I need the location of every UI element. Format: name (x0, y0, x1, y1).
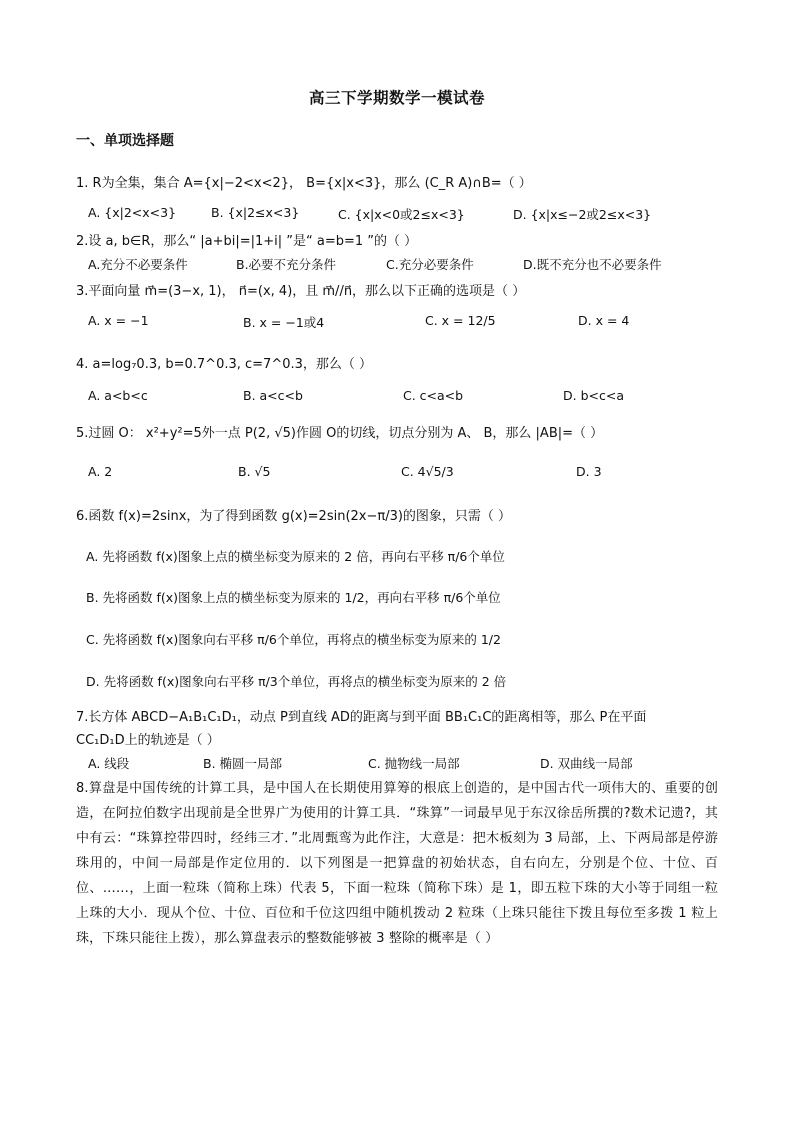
question-6-option-b: B. 先将函数 f(x)图象上点的横坐标变为原来的 1/2，再向右平移 π/6个单位 (86, 590, 501, 605)
question-1-option-a: A. {x|2<x<3} (88, 205, 177, 220)
section-heading: 一、单项选择题 (76, 133, 174, 149)
question-6-option-d: D. 先将函数 f(x)图象向右平移 π/3个单位，再将点的横坐标变为原来的 2 倍 (86, 674, 507, 689)
question-7-stem-line-1: 7.长方体 ABCD−A₁B₁C₁D₁，动点 P到直线 AD的距离与到平面 BB₁C₁C的距离相等，那么 P在平面 (76, 710, 647, 725)
question-6-option-c: C. 先将函数 f(x)图象向右平移 π/6个单位，再将点的横坐标变为原来的 1/2 (86, 632, 501, 647)
question-4-stem: 4. a=log₇0.3, b=0.7^0.3, c=7^0.3，那么（ ） (76, 357, 373, 372)
question-4-option-d: D. b<c<a (563, 388, 624, 403)
question-7-option-d: D. 双曲线一局部 (540, 756, 633, 771)
question-5-option-d: D. 3 (576, 464, 602, 479)
question-2-option-a: A.充分不必要条件 (88, 257, 188, 272)
question-8-text: 8.算盘是中国传统的计算工具，是中国人在长期使用算筹的根底上创造的，是中国古代一项伟大的、重要的创造，在阿拉伯数字出现前是全世界广为使用的计算工具．“珠算”一词最早见于东汉徐岳所撰的?数术记遗?，其中有云：“珠算控带四时，经纬三才．”北周甄鸾为此作注，大意是：把木板刻为 3 局部，上、下两局部是停游珠用的，中间一局部是作定位用的．以下列图是一把算盘的初始状态，自右向左，分别是个位、十位、百位、……，上面一粒珠（简称上珠）代表 5，下面一粒珠（简称下珠）是 1，即五粒下珠的大小等于同组一粒上珠的大小．现从个位、十位、百位和千位这四组中随机拨动 2 粒珠（上珠只能往下拨且每位至多拨 1 粒上珠，下珠只能往上拨），那么算盘表示的整数能够被 3 整除的概率是（ ） (76, 781, 718, 946)
question-1-option-d: D. {x|x≤−2或2≤x<3} (513, 207, 652, 222)
question-1-stem: 1. R为全集，集合 A={x|−2<x<2}， B={x|x<3}，那么 (C_R A)∩B=（ ） (76, 176, 532, 191)
question-7-option-b: B. 椭圆一局部 (203, 756, 283, 771)
question-6-stem: 6.函数 f(x)=2sinx，为了得到函数 g(x)=2sin(2x−π/3)的图象，只需（ ） (76, 509, 512, 524)
question-1-option-c: C. {x|x<0或2≤x<3} (338, 207, 465, 222)
question-3-option-c: C. x = 12/5 (425, 313, 496, 328)
question-4-option-c: C. c<a<b (403, 388, 464, 403)
question-2-option-c: C.充分必要条件 (386, 257, 474, 272)
question-6-option-a: A. 先将函数 f(x)图象上点的横坐标变为原来的 2 倍，再向右平移 π/6个单位 (86, 549, 505, 564)
question-4-option-b: B. a<c<b (243, 388, 303, 403)
question-3-option-b: B. x = −1或4 (243, 315, 325, 330)
page-title: 高三下学期数学一模试卷 (308, 89, 485, 107)
question-3-option-d: D. x = 4 (578, 313, 630, 328)
question-2-stem: 2.设 a, b∈R，那么“ |a+bi|=|1+i| ”是“ a=b=1 ”的（ ） (76, 234, 418, 249)
question-7-option-a: A. 线段 (88, 756, 130, 771)
question-4-option-a: A. a<b<c (88, 388, 148, 403)
question-3-stem: 3.平面向量 m⃗=(3−x, 1)， n⃗=(x, 4)，且 m⃗//n⃗，那么以下正确的选项是（ ） (76, 284, 526, 299)
question-2-option-d: D.既不充分也不必要条件 (523, 257, 662, 272)
question-5-option-c: C. 4√5/3 (401, 464, 454, 479)
question-7-stem-line-2: CC₁D₁D上的轨迹是（ ） (76, 733, 220, 748)
question-5-stem: 5.过圆 O： x²+y²=5外一点 P(2, √5)作圆 O的切线，切点分别为 A、 B，那么 |AB|=（ ） (76, 426, 604, 441)
question-7-option-c: C. 抛物线一局部 (368, 756, 460, 771)
question-2-option-b: B.必要不充分条件 (236, 257, 337, 272)
question-5-option-a: A. 2 (88, 464, 113, 479)
question-3-option-a: A. x = −1 (88, 313, 149, 328)
question-1-option-b: B. {x|2≤x<3} (211, 205, 300, 220)
question-5-option-b: B. √5 (238, 464, 271, 479)
